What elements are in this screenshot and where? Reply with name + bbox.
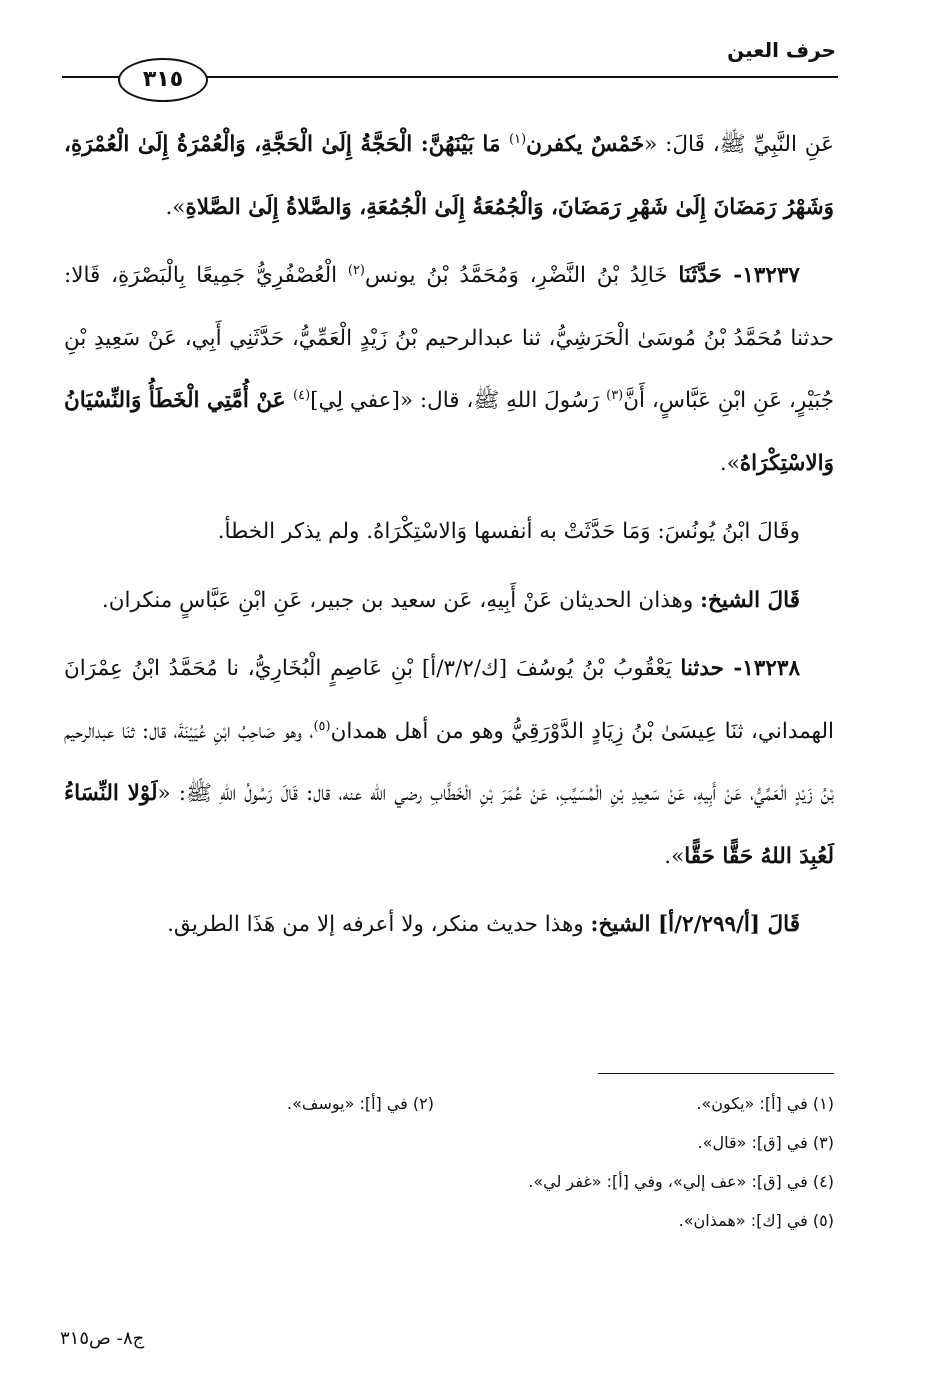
text-span: ».	[165, 194, 186, 220]
hadith-text: لَوْلا النِّسَاءُ لَعُبِدَ اللهُ حَقًّا حَقًّا	[64, 781, 834, 869]
footnote-ref: (١)	[509, 131, 527, 147]
running-head: حرف العين	[727, 38, 836, 62]
text-span: خَالِدُ بْنُ النَّضْرِ، وَمُحَمَّدُ بْنُ يونس	[365, 263, 679, 288]
sheikh-label: قَالَ [أ/٢/٢٩٩/أ] الشيخ:	[590, 912, 800, 937]
text-span: ».	[664, 843, 685, 869]
paragraph-13237	[64, 245, 834, 495]
main-text	[64, 114, 834, 957]
paragraph-sheikh-final	[64, 894, 834, 957]
hadith-number: ١٣٢٣٧- حَدَّثَنَا	[678, 263, 800, 288]
paragraph-ibn-yunus: وقَالَ ابْنُ يُونُسَ: وَمَا حَدَّثَتْ به أنفسها وَالاسْتِكْرَاهُ. ولم يذكر الخطأ.	[217, 519, 800, 544]
hadith-text: عَنْ أُمَّتِي الْخَطَأُ وَالنِّسْيَانُ وَالاسْتِكْرَاهُ	[64, 388, 834, 476]
footnote-2: (٢) في [أ]: «يوسف».	[287, 1094, 434, 1113]
paragraph-hadith-intro	[64, 114, 834, 239]
hadith-text: مَا بَيْنَهُنَّ: الْحَجَّةُ إِلَىٰ الْحَجَّةِ، وَالْعُمْرَةُ إِلَىٰ الْعُمْرَةِ، وَشَهْرُ رَمَضَانَ إِلَىٰ شَهْرِ رَمَضَانَ، وَالْجُمُعَةُ إِلَىٰ الْجُمُعَةِ، وَالصَّلاةُ إِلَىٰ الصَّلاةِ	[64, 132, 834, 220]
volume-page-ref: ج٨- ص٣١٥	[60, 1328, 145, 1349]
footnote-5: (٥) في [ك]: «همذان».	[678, 1211, 834, 1230]
text-span: عَنِ النَّبِيِّ ﷺ، قَالَ: «	[644, 132, 834, 157]
footnote-1: (١) في [أ]: «يكون».	[696, 1094, 834, 1113]
footnote-ref: (٢)	[347, 262, 365, 278]
text-span: يَعْقُوبُ بْنُ يُوسُفَ [ك/٣/٢/أ] بْنِ عَاصِمٍ الْبُخَارِيُّ، نا مُحَمَّدُ ابْنُ عِمْرَانَ الهمداني، ثنَا عِيسَىٰ بْنُ زِيَادٍ الدَّوْرَقِيُّ وهو من أهل همدان	[64, 656, 834, 744]
page-number: ٣١٥	[118, 58, 208, 102]
footnote-row	[64, 1084, 834, 1123]
hadith-text: خَمْسٌ يكفرن	[526, 132, 645, 157]
text-span: وهذان الحديثان عَنْ أَبِيهِ، عَن سعيد بن جبير، عَنِ ابْنِ عَبَّاسٍ منكران.	[101, 587, 701, 613]
text-span: ، وهو صَاحِبُ ابْنِ عُيَيْنَةَ، قال: ثنَا عبدالرحيم بْنُ زَيْدٍ الْعَمِّيُّ، عَنْ أَبِيهِ، عَنْ سَعِيدِ بْنِ الْمُسَيِّبِ، عَنْ عُمَرَ بْنِ الْخَطَّابِ رضي الله عنه، قال: قَالَ رَسُولُ اللهِ ﷺ: «	[64, 718, 835, 806]
footnote-rule	[598, 1073, 834, 1074]
paragraph-sheikh-comment	[64, 570, 834, 633]
paragraph-13238	[64, 638, 834, 888]
text-span: ».	[719, 450, 740, 476]
footnote-ref: (٣)	[606, 387, 624, 403]
text-span: الْعُصْفُرِيُّ جَمِيعًا بِالْبَصْرَةِ، قَالا: حدثنا مُحَمَّدُ بْنُ مُوسَىٰ الْحَرَشِيُّ، ثنا عبدالرحيم بْنُ زَيْدٍ الْعَمِّيُّ، حَدَّثَنِي أَبِي، عَنْ سَعِيدِ بْنِ جُبَيْرٍ، عَنِ ابْنِ عَبَّاسٍ، أَنَّ	[64, 263, 834, 413]
footnotes	[64, 1084, 834, 1240]
text-span: وهذا حديث منكر، ولا أعرفه إلا من هَذَا الطريق.	[167, 912, 591, 937]
footnote-3: (٣) في [ق]: «قال».	[697, 1133, 834, 1152]
footnote-4: (٤) في [ق]: «عف إلي»، وفي [أ]: «غفر لي».	[528, 1172, 834, 1191]
text-span: رَسُولَ اللهِ ﷺ، قال: «[عفي لِي]	[310, 388, 607, 413]
sheikh-label: قَالَ الشيخ:	[700, 587, 800, 613]
hadith-number: ١٣٢٣٨- حدثنا	[680, 656, 800, 681]
footnote-ref: (٤)	[293, 387, 311, 403]
footnote-ref: (٥)	[313, 718, 331, 734]
